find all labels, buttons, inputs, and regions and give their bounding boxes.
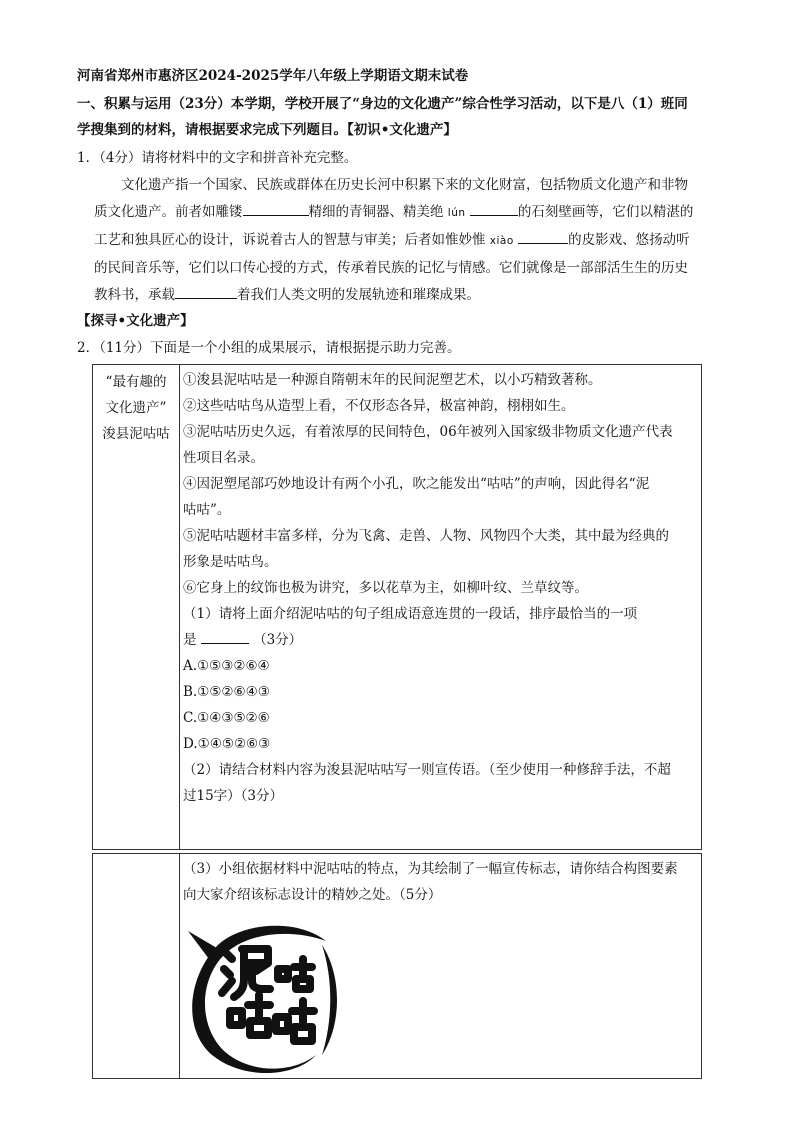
exam-title: 河南省郑州市惠济区2024-2025学年八年级上学期语文期末试卷	[77, 68, 469, 84]
q1-passage-line5a: 教科书，承载	[94, 287, 175, 303]
option-b[interactable]: B.①⑤②⑥④③	[183, 684, 270, 700]
blank-2[interactable]	[470, 201, 518, 216]
section1-intro-line2: 学搜集到的材料，请根据要求完成下列题目。【初识•文化遗产】	[77, 122, 457, 138]
subq1-answer-line	[183, 627, 699, 653]
blank-4[interactable]	[175, 284, 237, 299]
nigugu-logo-svg	[186, 905, 346, 1075]
q1-passage-line5b: 着我们人类文明的发展轨迹和璀璨成果。	[237, 287, 480, 303]
left-label-line1: “最有趣的	[105, 374, 167, 390]
section2-title: 【探寻•文化遗产】	[77, 313, 194, 329]
blank-1[interactable]	[243, 201, 309, 216]
table-right-content	[180, 365, 702, 850]
sentence-4-part2: 咕咕”。	[183, 502, 231, 518]
table-left-label	[93, 365, 180, 850]
left-label-line2: 文化遗产”	[105, 400, 167, 416]
q1-passage-line4: 的民间音乐等，它们以口传心授的方式，传承着民族的记忆与情感。它们就像是一部部活生生的历史	[94, 260, 688, 276]
subq1-prompt-end: 是	[183, 632, 197, 648]
option-d[interactable]: D.①④⑤②⑥③	[183, 736, 271, 752]
option-a[interactable]: A.①⑤③②⑥④	[183, 658, 270, 674]
blank-3[interactable]	[518, 229, 568, 244]
sentence-1: ①浚县泥咕咕是一种源自隋朝末年的民间泥塑艺术，以小巧精致著称。	[183, 372, 602, 388]
q1-heading: 1．（4分）请将材料中的文字和拼音补充完整。	[77, 150, 358, 166]
q1-passage-line3b: 的皮影戏、悠扬动听	[568, 232, 690, 248]
pinyin-xiao: xiào	[489, 235, 514, 247]
q1-passage-line2b: 精细的青铜器、精美绝	[308, 204, 444, 220]
q1-passage-line2a: 质文化遗产。前者如雕镂	[94, 204, 243, 220]
pinyin-lun: lún	[447, 207, 466, 219]
nigugu-logo-image	[186, 905, 346, 1075]
q1-passage-line3a: 工艺和独具匠心的设计，诉说着古人的智慧与审美；后者如惟妙惟	[94, 232, 486, 248]
table2-left-cell	[93, 854, 180, 1079]
sentence-3-part2: 性项目名录。	[183, 450, 264, 466]
subq1-answer-blank[interactable]	[201, 629, 249, 644]
option-c[interactable]: C.①④③⑤②⑥	[183, 710, 270, 726]
subq2-prompt-line2: 过15字）（3分）	[183, 788, 284, 804]
subq3-prompt-line1: （3）小组依据材料中泥咕咕的特点，为其绘制了一幅宣传标志，请你结合构图要素	[183, 861, 678, 877]
q1-passage-line2c: 的石刻壁画等，它们以精湛的	[517, 204, 694, 220]
q1-passage	[94, 172, 722, 309]
q1-passage-line1: 文化遗产指一个国家、民族或群体在历史长河中积累下来的文化财富，包括物质文化遗产和非物	[121, 177, 688, 193]
sentence-6: ⑥它身上的纹饰也极为讲究，多以花草为主，如柳叶纹、兰草纹等。	[183, 580, 588, 596]
section1-intro-line1: 一、积累与运用（23分）本学期，学校开展了“身边的文化遗产”综合性学习活动，以下是八（1）班同	[77, 96, 688, 112]
q2-table-logo	[92, 853, 702, 1079]
left-label-line3: 浚县泥咕咕	[102, 426, 170, 442]
q2-heading: 2．（11分）下面是一个小组的成果展示，请根据提示助力完善。	[77, 340, 461, 356]
subq1-prompt: （1）请将上面介绍泥咕咕的句子组成语意连贯的一段话，排序最恰当的一项	[183, 606, 638, 622]
sentence-5-part2: 形象是咕咕鸟。	[183, 554, 278, 570]
subq3-prompt-line2: 向大家介绍该标志设计的精妙之处。（5分）	[183, 887, 442, 903]
subq2-prompt-line1: （2）请结合材料内容为浚县泥咕咕写一则宣传语。（至少使用一种修辞手法，不超	[183, 762, 671, 778]
sentence-5-part1: ⑤泥咕咕题材丰富多样，分为飞禽、走兽、人物、风物四个大类，其中最为经典的	[183, 528, 669, 544]
sentence-2: ②这些咕咕鸟从造型上看，不仅形态各异，极富神韵，栩栩如生。	[183, 398, 575, 414]
subq1-score: （3分）	[253, 632, 303, 648]
sentence-3-part1: ③泥咕咕历史久远，有着浓厚的民间特色，06年被列入国家级非物质文化遗产代表	[183, 424, 673, 440]
sentence-4-part1: ④因泥塑尾部巧妙地设计有两个小孔，吹之能发出“咕咕”的声响，因此得名“泥	[183, 476, 650, 492]
q2-table-main	[92, 364, 702, 850]
